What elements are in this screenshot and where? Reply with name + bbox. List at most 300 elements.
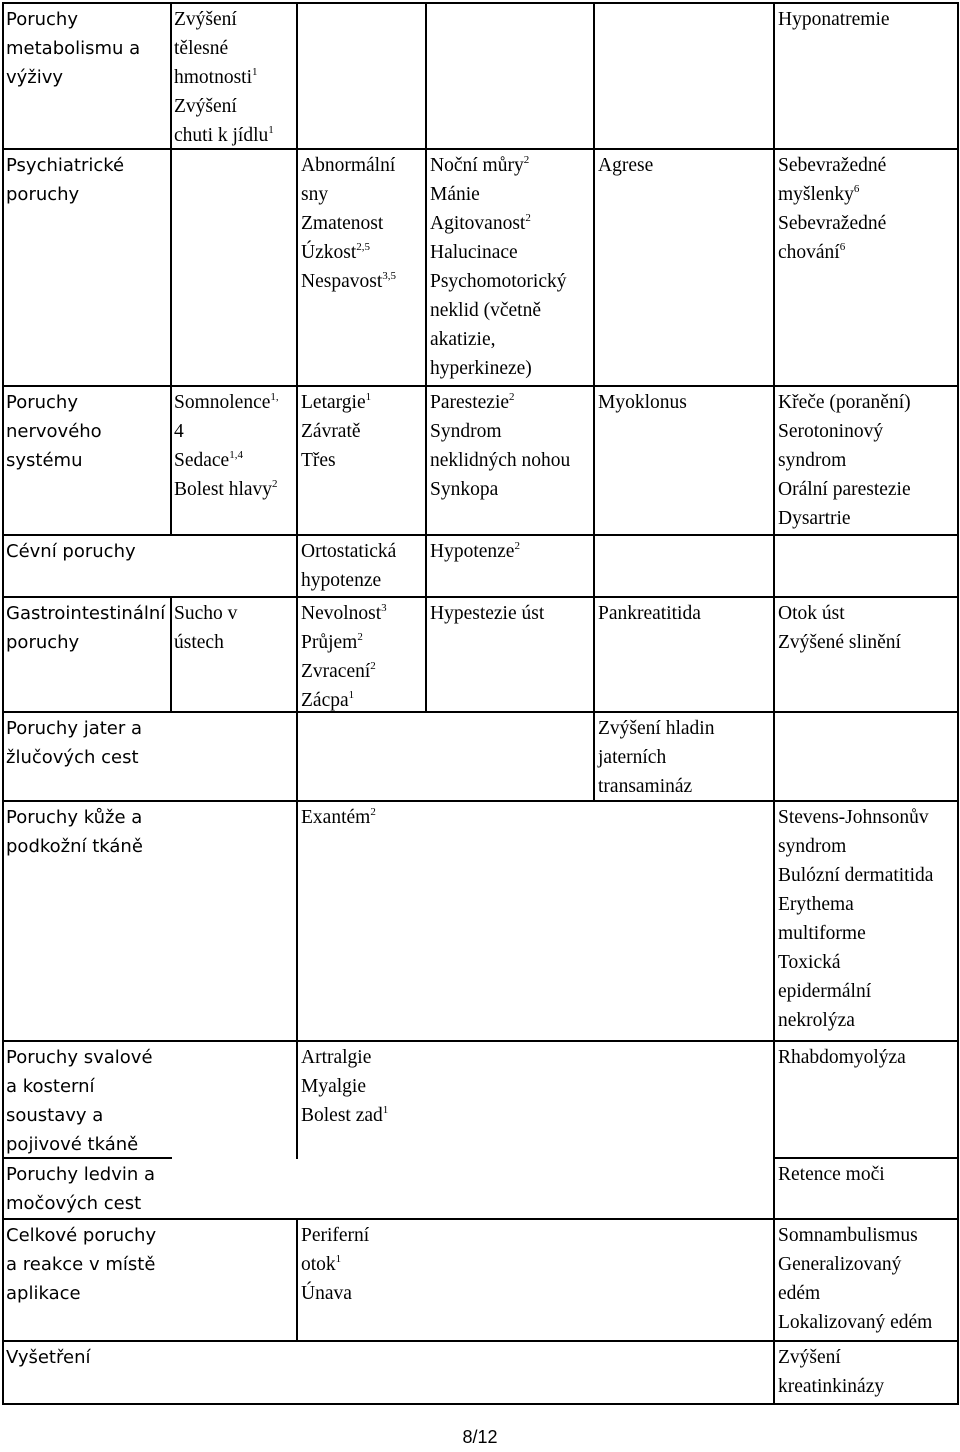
cell-text: Zvýšení	[174, 9, 237, 30]
cell-text: Rhabdomyolýza	[778, 1047, 906, 1068]
category-label-line	[6, 1101, 153, 1130]
cell-text: Poruchy jater a	[6, 718, 143, 739]
reaction-term	[778, 599, 901, 628]
table-rule-vertical	[593, 711, 595, 802]
footnote-marker: 1	[348, 689, 355, 701]
reaction-term	[598, 599, 701, 628]
cell-text: Agitovanost	[430, 213, 526, 234]
table-cell-reaction	[598, 151, 653, 180]
footnote-marker: 1	[382, 1104, 389, 1116]
table-cell-reaction	[430, 537, 520, 566]
cell-text: Nevolnost	[301, 603, 382, 624]
footnote-marker: 2	[514, 540, 520, 552]
reaction-term	[301, 180, 396, 209]
table-cell-reaction	[301, 151, 396, 296]
reaction-term	[301, 446, 371, 475]
table-rule-vertical	[2, 596, 4, 713]
cell-text: hyperkineze)	[430, 358, 532, 379]
cell-text: Serotoninový	[778, 421, 884, 442]
table-rule-vertical	[296, 385, 298, 536]
category-label-line	[6, 1072, 153, 1101]
table-cell-reaction	[778, 5, 890, 34]
reaction-term	[778, 1160, 885, 1189]
cell-text: Poruchy	[6, 9, 78, 30]
reaction-term	[301, 267, 396, 296]
reaction-term	[430, 238, 567, 267]
table-rule-horizontal	[2, 800, 959, 802]
table-cell-reaction	[598, 599, 701, 628]
cell-text: Myalgie	[301, 1076, 366, 1097]
table-rule-vertical	[425, 534, 427, 598]
table-rule-vertical	[2, 385, 4, 536]
cell-text: multiforme	[778, 923, 866, 944]
cell-text: Syndrom	[430, 421, 502, 442]
reaction-term	[301, 537, 396, 566]
category-label-line	[6, 714, 142, 743]
table-rule-vertical	[773, 711, 775, 802]
category-label-line	[6, 1130, 153, 1159]
reaction-term	[301, 238, 396, 267]
reaction-term	[174, 417, 279, 446]
table-rule-horizontal	[2, 1340, 959, 1342]
cell-text: neklid (včetně	[430, 300, 541, 321]
table-rule-vertical	[170, 2, 172, 150]
table-cell-category	[6, 1160, 155, 1218]
table-rule-vertical	[170, 148, 172, 387]
footnote-marker: 2	[525, 212, 531, 224]
table-rule-vertical	[957, 711, 959, 802]
cell-text: močových cest	[6, 1193, 142, 1214]
cell-text: Zvýšení hladin	[598, 718, 715, 739]
table-rule-vertical	[170, 385, 172, 536]
reaction-term	[430, 354, 567, 383]
reaction-term	[174, 628, 237, 657]
category-label-line	[6, 1221, 156, 1250]
cell-text: Generalizovaný	[778, 1254, 902, 1275]
reaction-term	[430, 209, 567, 238]
table-rule-vertical	[296, 596, 298, 713]
table-cell-reaction	[301, 388, 371, 475]
reaction-term	[301, 209, 396, 238]
table-rule-vertical	[957, 534, 959, 598]
reaction-term	[301, 1072, 388, 1101]
cell-text: Exantém	[301, 807, 371, 828]
reaction-term	[778, 180, 886, 209]
cell-text: kreatinkinázy	[778, 1376, 885, 1397]
reaction-term	[778, 1343, 884, 1372]
cell-text: Poruchy ledvin a	[6, 1164, 156, 1185]
cell-text: Únava	[301, 1283, 352, 1304]
category-label-line	[6, 743, 142, 772]
cell-text: Bulózní dermatitida	[778, 865, 934, 886]
cell-text: Zácpa	[301, 690, 349, 711]
table-rule-vertical	[773, 1218, 775, 1342]
cell-text: Zvracení	[301, 661, 371, 682]
reaction-term	[778, 832, 933, 861]
table-cell-reaction	[778, 1343, 884, 1401]
cell-text: epidermální	[778, 981, 872, 1002]
table-rule-vertical	[773, 1040, 775, 1159]
table-rule-vertical	[2, 1218, 4, 1342]
reaction-term	[778, 803, 933, 832]
cell-text: myšlenky	[778, 184, 854, 205]
table-rule-horizontal	[2, 1218, 959, 1220]
table-rule-vertical	[593, 596, 595, 713]
cell-text: Křeče (poranění)	[778, 392, 911, 413]
reaction-term	[778, 475, 911, 504]
cell-text: Zvýšené slinění	[778, 632, 901, 653]
reaction-term	[778, 628, 901, 657]
cell-text: aplikace	[6, 1283, 81, 1304]
cell-text: Psychomotorický	[430, 271, 567, 292]
cell-text: Dysartrie	[778, 508, 851, 529]
table-rule-vertical	[296, 800, 298, 1042]
cell-text: Sebevražedné	[778, 213, 887, 234]
reaction-term	[778, 446, 911, 475]
table-cell-reaction	[430, 388, 570, 504]
reaction-term	[430, 446, 570, 475]
cell-text: Stevens-Johnsonův	[778, 807, 929, 828]
footnote-marker: 3	[381, 602, 387, 614]
table-cell-reaction	[174, 5, 274, 150]
table-cell-category	[6, 1043, 153, 1159]
cell-text: jaterních	[598, 747, 667, 768]
category-label-line	[6, 628, 165, 657]
table-cell-reaction	[430, 151, 567, 383]
category-label-line	[6, 180, 124, 209]
cell-text: Somnolence	[174, 392, 271, 413]
reaction-term	[778, 1372, 884, 1401]
table-rule-horizontal	[2, 2, 959, 4]
reaction-term	[778, 1043, 906, 1072]
table-cell-reaction	[598, 714, 714, 801]
category-label-line	[6, 537, 136, 566]
footnote-marker: 1	[335, 1253, 342, 1265]
cell-text: transamináz	[598, 776, 693, 797]
reaction-term	[301, 566, 396, 595]
cell-text: Periferní	[301, 1225, 370, 1246]
category-label-line	[6, 1043, 153, 1072]
cell-text: Sebevražedné	[778, 155, 887, 176]
table-cell-category	[6, 1343, 90, 1372]
cell-text: Cévní poruchy	[6, 541, 136, 562]
table-rule-vertical	[957, 2, 959, 150]
table-rule-horizontal	[2, 534, 959, 536]
reaction-term	[778, 1308, 932, 1337]
category-label-line	[6, 1279, 156, 1308]
table-rule-vertical	[2, 1040, 4, 1159]
cell-text: Toxická	[778, 952, 841, 973]
reaction-term	[778, 861, 933, 890]
reaction-term	[430, 537, 520, 566]
table-rule-vertical	[296, 1218, 298, 1342]
cell-text: podkožní tkáně	[6, 836, 143, 857]
table-rule-horizontal	[2, 596, 959, 598]
table-rule-vertical	[773, 2, 775, 150]
footnote-marker: 2,5	[356, 241, 370, 253]
table-rule-vertical	[773, 534, 775, 598]
footnote-marker: 2	[370, 806, 376, 818]
cell-text: Hypestezie úst	[430, 603, 545, 624]
cell-text: Bolest hlavy	[174, 479, 273, 500]
table-rule-vertical	[296, 711, 298, 802]
reaction-term	[301, 686, 387, 715]
cell-text: Retence moči	[778, 1164, 885, 1185]
footnote-marker: 2	[509, 391, 515, 403]
table-cell-reaction	[778, 151, 886, 267]
cell-text: Poruchy	[6, 392, 78, 413]
table-cell-category	[6, 599, 165, 657]
reaction-term	[598, 743, 714, 772]
reaction-term	[598, 388, 687, 417]
table-rule-horizontal	[2, 1040, 959, 1042]
table-rule-vertical	[170, 596, 172, 713]
table-cell-category	[6, 1221, 156, 1308]
reaction-term	[174, 5, 274, 34]
reaction-term	[778, 1250, 932, 1279]
cell-text: Třes	[301, 450, 336, 471]
category-label-line	[6, 599, 165, 628]
reaction-term	[301, 1250, 369, 1279]
cell-text: výživy	[6, 67, 64, 88]
reaction-term	[430, 151, 567, 180]
category-label-line	[6, 446, 102, 475]
table-rule-vertical	[2, 711, 4, 802]
table-rule-vertical	[2, 800, 4, 1042]
cell-text: a reakce v místě	[6, 1254, 156, 1275]
cell-text: Sedace	[174, 450, 230, 471]
table-cell-reaction	[301, 537, 396, 595]
footnote-marker: 1	[268, 124, 274, 136]
reaction-term	[778, 977, 933, 1006]
table-rule-vertical	[593, 148, 595, 387]
cell-text: Parestezie	[430, 392, 510, 413]
category-label-line	[6, 151, 124, 180]
reaction-term	[301, 1221, 369, 1250]
table-rule-horizontal	[2, 711, 959, 713]
table-rule-vertical	[773, 1340, 775, 1405]
cell-text: Otok úst	[778, 603, 845, 624]
table-cell-reaction	[174, 388, 279, 504]
cell-text: nervového	[6, 421, 102, 442]
footnote-marker: 2	[272, 478, 278, 490]
footnote-marker: 2	[523, 154, 530, 166]
cell-text: sny	[301, 184, 329, 205]
table-cell-reaction	[778, 599, 901, 657]
cell-text: Poruchy kůže a	[6, 807, 143, 828]
reaction-term	[778, 948, 933, 977]
cell-text: neklidných nohou	[430, 450, 571, 471]
table-rule-vertical	[957, 1040, 959, 1159]
table-rule-vertical	[296, 534, 298, 598]
reaction-term	[430, 417, 570, 446]
table-rule-vertical	[296, 148, 298, 387]
reaction-term	[778, 504, 911, 533]
cell-text: pojivové tkáně	[6, 1134, 139, 1155]
cell-text: žlučových cest	[6, 747, 139, 768]
cell-text: chování	[778, 242, 840, 263]
cell-text: syndrom	[778, 450, 847, 471]
cell-text: Halucinace	[430, 242, 518, 263]
table-cell-reaction	[778, 803, 933, 1035]
table-cell-reaction	[598, 388, 687, 417]
table-cell-reaction	[778, 1160, 885, 1189]
reaction-term	[430, 296, 567, 325]
table-rule-vertical	[773, 1157, 775, 1220]
table-cell-reaction	[301, 1043, 388, 1130]
cell-text: Orální parestezie	[778, 479, 911, 500]
cell-text: syndrom	[778, 836, 847, 857]
table-cell-reaction	[301, 803, 376, 832]
reaction-term	[430, 388, 570, 417]
category-label-line	[6, 417, 102, 446]
reaction-term	[301, 417, 371, 446]
cell-text: Poruchy svalové	[6, 1047, 153, 1068]
footnote-marker: 6	[839, 241, 846, 253]
reaction-term	[301, 1043, 388, 1072]
table-rule-vertical	[773, 596, 775, 713]
cell-text: Synkopa	[430, 479, 499, 500]
cell-text: Závratě	[301, 421, 361, 442]
cell-text: Abnormální	[301, 155, 396, 176]
reaction-term	[174, 121, 274, 150]
reaction-term	[778, 1006, 933, 1035]
table-rule-vertical	[425, 2, 427, 150]
cell-text: soustavy a	[6, 1105, 104, 1126]
table-rule-vertical	[957, 1340, 959, 1405]
table-cell-category	[6, 803, 143, 861]
reaction-term	[174, 388, 279, 417]
table-rule-vertical	[2, 534, 4, 598]
reaction-term	[301, 1279, 369, 1308]
table-rule-vertical	[957, 596, 959, 713]
cell-text: Průjem	[301, 632, 358, 653]
category-label-line	[6, 1160, 155, 1189]
table-rule-vertical	[957, 148, 959, 387]
table-cell-reaction	[778, 1221, 932, 1337]
reaction-term	[778, 417, 911, 446]
footnote-marker: 1	[365, 391, 372, 403]
table-rule-horizontal	[773, 1157, 959, 1159]
cell-text: akatizie,	[430, 329, 496, 350]
table-rule-vertical	[957, 800, 959, 1042]
table-rule-vertical	[2, 1157, 4, 1220]
table-cell-category	[6, 537, 136, 566]
reaction-term	[301, 151, 396, 180]
table-cell-reaction	[778, 1043, 906, 1072]
category-label-line	[6, 63, 140, 92]
table-rule-vertical	[957, 1218, 959, 1342]
category-label-line	[6, 1343, 90, 1372]
reaction-term	[301, 1101, 388, 1130]
table-rule-vertical	[957, 385, 959, 536]
table-cell-reaction	[301, 1221, 369, 1308]
category-label-line	[6, 1250, 156, 1279]
cell-text: poruchy	[6, 632, 80, 653]
reaction-term	[598, 714, 714, 743]
reaction-term	[430, 180, 567, 209]
cell-text: Gastrointestinální	[6, 603, 166, 624]
reaction-term	[598, 151, 653, 180]
cell-text: Psychiatrické	[6, 155, 125, 176]
reaction-term	[778, 388, 911, 417]
table-rule-vertical	[773, 385, 775, 536]
table-cell-category	[6, 151, 124, 209]
reaction-term	[174, 446, 279, 475]
reaction-term	[301, 657, 387, 686]
cell-text: Celkové poruchy	[6, 1225, 157, 1246]
cell-text: Agrese	[598, 155, 654, 176]
table-cell-category	[6, 388, 102, 475]
cell-text: Noční můry	[430, 155, 524, 176]
table-rule-vertical	[425, 385, 427, 536]
table-rule-horizontal	[2, 148, 959, 150]
category-label-line	[6, 803, 143, 832]
category-label-line	[6, 388, 102, 417]
cell-text: Sucho v	[174, 603, 238, 624]
cell-text: Zvýšení	[174, 96, 237, 117]
table-cell-reaction	[174, 599, 237, 657]
reaction-term	[301, 803, 376, 832]
reaction-term	[778, 1221, 932, 1250]
cell-text: Vyšetření	[6, 1347, 91, 1368]
reaction-term	[174, 92, 274, 121]
table-rule-horizontal	[2, 1403, 959, 1405]
table-rule-vertical	[773, 148, 775, 387]
table-cell-reaction	[301, 599, 387, 715]
cell-text: ústech	[174, 632, 224, 653]
cell-text: otok	[301, 1254, 336, 1275]
cell-text: Hyponatremie	[778, 9, 890, 30]
reaction-term	[301, 388, 371, 417]
footnote-marker: 1,	[270, 391, 279, 403]
table-rule-vertical	[425, 148, 427, 387]
cell-text: hypotenze	[301, 570, 382, 591]
category-label-line	[6, 1189, 155, 1218]
cell-text: Zmatenost	[301, 213, 384, 234]
cell-text: systému	[6, 450, 83, 471]
category-label-line	[6, 832, 143, 861]
reaction-term	[598, 772, 714, 801]
footnote-marker: 3,5	[382, 270, 396, 282]
reaction-term	[778, 890, 933, 919]
table-rule-vertical	[957, 1157, 959, 1220]
reaction-term	[778, 151, 886, 180]
reaction-term	[301, 628, 387, 657]
cell-text: Zvýšení	[778, 1347, 841, 1368]
reaction-term	[778, 1279, 932, 1308]
table-cell-reaction	[430, 599, 544, 628]
reaction-term	[301, 599, 387, 628]
cell-text: Bolest zad	[301, 1105, 383, 1126]
cell-text: Nespavost	[301, 271, 383, 292]
cell-text: Erythema	[778, 894, 854, 915]
table-rule-vertical	[425, 596, 427, 713]
cell-text: Hypotenze	[430, 541, 515, 562]
page-number: 8/12	[462, 1427, 498, 1447]
table-rule-vertical	[296, 2, 298, 150]
cell-text: 4	[174, 421, 184, 442]
cell-text: Úzkost	[301, 242, 357, 263]
reaction-term	[174, 34, 274, 63]
cell-text: Letargie	[301, 392, 366, 413]
reaction-term	[778, 238, 886, 267]
cell-text: tělesné	[174, 38, 229, 59]
table-rule-vertical	[2, 2, 4, 150]
reaction-term	[430, 325, 567, 354]
cell-text: a kosterní	[6, 1076, 95, 1097]
footnote-marker: 6	[853, 183, 860, 195]
